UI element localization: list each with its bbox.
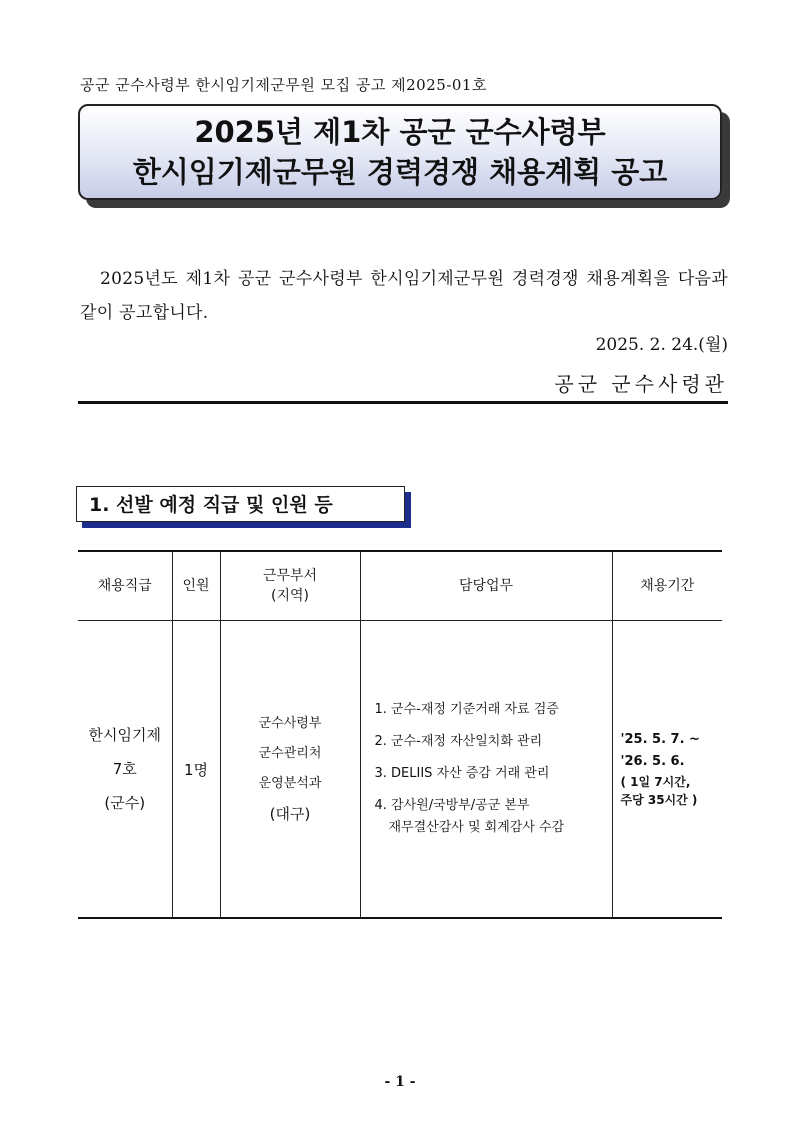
duty-item: 2. 군수-재정 자산일치화 관리 [374, 734, 543, 749]
title-line-1: 2025년 제1차 공군 군수사령부 [194, 115, 606, 149]
section-heading-1: 1. 선발 예정 직급 및 인원 등 [76, 486, 405, 522]
cell-position [78, 621, 172, 919]
duty-item: 1. 군수-재정 기준거래 자료 검증 [374, 702, 559, 717]
announcement-date: 2025. 2. 24.(월) [595, 335, 728, 355]
cell-department [220, 621, 360, 919]
page-number: - 1 - [384, 1074, 416, 1090]
department-line1: 군수사령부 [258, 716, 322, 731]
period-line3: ( 1일 7시간, [620, 775, 691, 789]
period-line4: 주당 35시간 ) [620, 793, 698, 807]
header-count: 인원 [172, 551, 220, 621]
horizontal-rule [78, 401, 728, 404]
recruitment-table [78, 550, 722, 919]
header-position: 채용직급 [78, 551, 172, 621]
duty-item-continuation: 재무결산감사 및 회계감사 수감 [388, 820, 565, 835]
signer-name: 공군 군수사령관 [554, 372, 728, 396]
period-line1: '25. 5. 7. ~ [620, 732, 700, 747]
position-line1: 한시임기제 [88, 726, 161, 744]
department-line2: 군수관리처 [258, 746, 322, 761]
intro-paragraph: 2025년도 제1차 공군 군수사령부 한시임기제군무원 경력경쟁 채용계획을 다음과 같이 공고합니다. [80, 269, 728, 323]
header-duties: 담당업무 [360, 551, 612, 621]
notice-number: 공군 군수사령부 한시임기제군무원 모집 공고 제2025-01호 [80, 76, 487, 94]
title-line-2: 한시임기제군무원 경력경쟁 채용계획 공고 [132, 155, 668, 189]
department-line3: 운영분석과 [258, 776, 322, 791]
header-department-line2: (지역) [271, 588, 309, 604]
position-line2: 7호 [112, 760, 137, 778]
header-department-line1: 근무부서 [262, 568, 318, 584]
cell-duties [360, 621, 612, 919]
cell-period [612, 621, 722, 919]
position-line3: (군수) [104, 794, 146, 812]
header-period: 채용기간 [612, 551, 722, 621]
table-row [78, 621, 722, 919]
department-region: (대구) [269, 805, 311, 823]
cell-count: 1명 [172, 621, 220, 919]
duty-item: 3. DELIIS 자산 증감 거래 관리 [374, 766, 550, 781]
table-header-row [78, 551, 722, 621]
duty-item: 4. 감사원/국방부/공군 본부 [374, 798, 530, 813]
title-banner [78, 104, 722, 200]
period-line2: '26. 5. 6. [620, 754, 685, 769]
header-department [220, 551, 360, 621]
